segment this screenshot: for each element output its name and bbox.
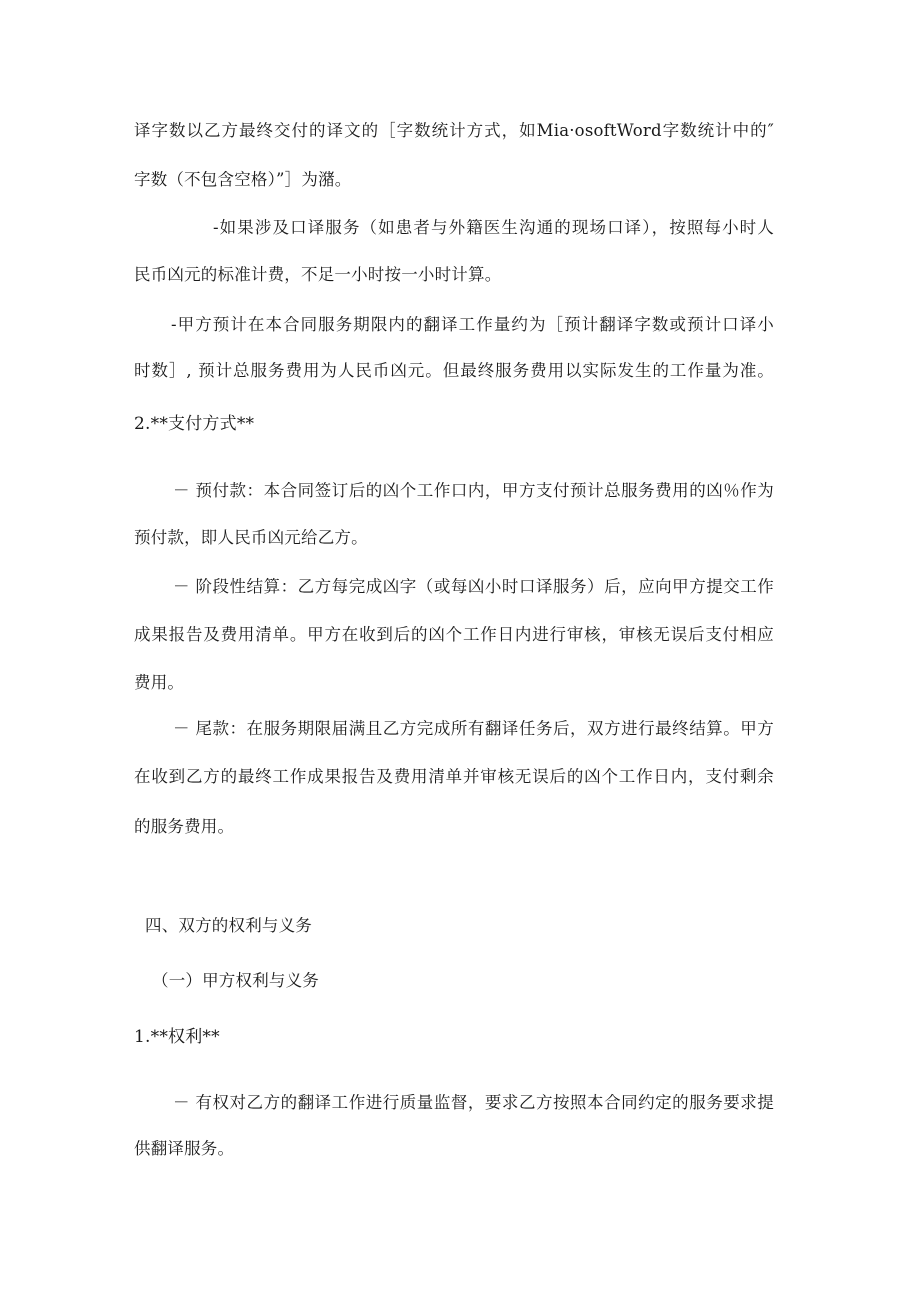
word-count-line-1: 译字数以乙方最终交付的译文的［字数统计方式，如Mia·osoftWord字数统计中的″ — [134, 121, 774, 140]
section-four-title: 四、双方的权利与义务 — [145, 916, 312, 935]
stage-line-2: 成果报告及费用清单。甲方在收到后的凶个工作日内进行审核，审核无误后支付相应 — [134, 625, 774, 644]
stage-line-1: － 阶段性结算：乙方每完成凶字（或每凶小时口译服务）后，应向甲方提交工作 — [173, 577, 774, 596]
rights-line-1: － 有权对乙方的翻译工作进行质量监督，要求乙方按照本合同约定的服务要求提 — [173, 1093, 774, 1112]
prepayment-line-2: 预付款，即人民币凶元给乙方。 — [134, 528, 368, 547]
prepayment-line-1: － 预付款：本合同签订后的凶个工作口内，甲方支付预计总服务费用的凶％作为 — [173, 481, 774, 500]
estimate-line-1: -甲方预计在本合同服务期限内的翻译工作量约为［预计翻译字数或预计口译小 — [171, 315, 774, 334]
rights-heading: 1.**权利** — [134, 1027, 220, 1047]
stage-line-3: 费用。 — [134, 673, 185, 692]
subsection-one-title: （一）甲方权利与义务 — [152, 971, 319, 990]
final-line-1: － 尾款：在服务期限届满且乙方完成所有翻译任务后，双方进行最终结算。甲方 — [173, 719, 774, 738]
payment-heading: 2.**支付方式** — [134, 414, 255, 434]
word-count-line-2: 字数（不包含空格）”］为潴。 — [134, 170, 352, 189]
interpreting-line-2: 民币凶元的标准计费，不足一小时按一小时计算。 — [134, 265, 502, 284]
final-line-2: 在收到乙方的最终工作成果报告及费用清单并审核无误后的凶个工作日内，支付剩余 — [134, 767, 774, 786]
final-line-3: 的服务费用。 — [134, 817, 235, 836]
rights-line-2: 供翻译服务。 — [134, 1139, 235, 1158]
interpreting-line-1: -如果涉及口译服务（如患者与外籍医生沟通的现场口译），按照每小时人 — [213, 218, 774, 237]
estimate-line-2: 时数］, 预计总服务费用为人民币凶元。但最终服务费用以实际发生的工作量为准。 — [134, 361, 774, 380]
